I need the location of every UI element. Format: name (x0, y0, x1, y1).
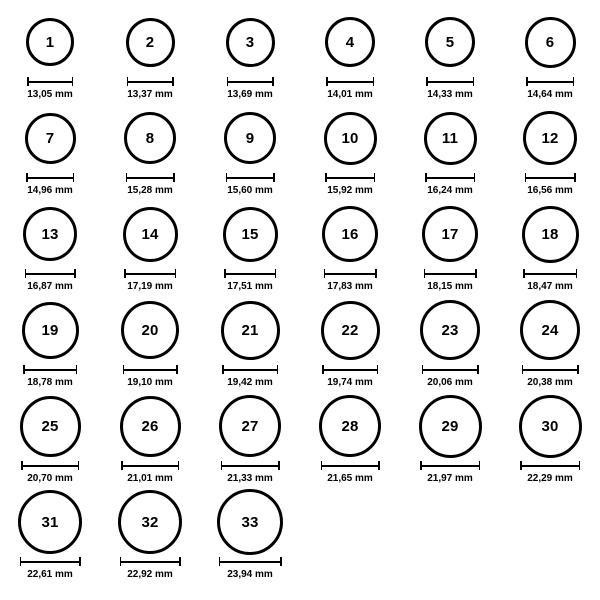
ring-size-label: 1 (45, 33, 55, 51)
ring-size-cell (200, 104, 300, 200)
measure-tick-right (574, 173, 576, 182)
ring-size-label: 10 (341, 129, 359, 147)
diameter-value-label: 18,78 mm (27, 377, 73, 388)
ring-circle-icon (124, 112, 176, 164)
measure-line (224, 273, 276, 275)
measure-tick-right (175, 269, 177, 278)
ring-size-label: 15 (241, 225, 259, 243)
measure-line (322, 369, 378, 371)
ring-circle-wrap (226, 8, 275, 76)
measure-tick-right (73, 173, 75, 182)
measure-tick-left (322, 365, 324, 374)
measure-line (522, 369, 579, 371)
ring-size-cell (200, 488, 300, 584)
measure-tick-left (224, 269, 226, 278)
measure-line (420, 465, 480, 467)
ring-circle-wrap (25, 104, 76, 172)
diameter-value-label: 21,33 mm (227, 473, 273, 484)
diameter-value-label: 16,24 mm (427, 185, 473, 196)
measure-tick-left (25, 269, 27, 278)
measure-tick-left (325, 173, 327, 182)
ring-circle-icon (224, 112, 276, 164)
measure-line (123, 369, 178, 371)
ring-size-cell (300, 200, 400, 296)
measure-tick-left (422, 365, 424, 374)
measure-tick-right (277, 365, 279, 374)
measure-tick-left (219, 557, 221, 566)
measure-line (126, 177, 175, 179)
measure-tick-right (477, 365, 479, 374)
measure-line (27, 81, 73, 83)
diameter-measure-bar-icon (21, 461, 79, 470)
diameter-value-label: 19,74 mm (327, 377, 373, 388)
diameter-measure-bar-icon (420, 461, 480, 470)
diameter-measure-bar-icon (525, 173, 576, 182)
diameter-value-label: 14,64 mm (527, 89, 573, 100)
measure-tick-right (373, 77, 375, 86)
ring-size-label: 22 (341, 321, 359, 339)
measure-tick-left (420, 461, 422, 470)
ring-circle-wrap (325, 8, 375, 76)
ring-circle-icon (219, 395, 281, 457)
ring-circle-icon (217, 489, 283, 555)
measure-tick-right (172, 77, 174, 86)
ring-size-label: 14 (141, 225, 159, 243)
ring-size-cell (0, 200, 100, 296)
measure-tick-left (324, 269, 326, 278)
ring-size-label: 31 (41, 513, 59, 531)
ring-size-label: 29 (441, 417, 459, 435)
ring-size-label: 27 (241, 417, 259, 435)
ring-size-cell (200, 296, 300, 392)
measure-tick-right (280, 557, 282, 566)
measure-tick-right (573, 77, 575, 86)
ring-circle-icon (420, 300, 480, 360)
ring-circle-icon (525, 17, 576, 68)
ring-circle-icon (226, 18, 275, 67)
diameter-measure-bar-icon (126, 173, 175, 182)
measure-tick-right (76, 365, 78, 374)
measure-tick-right (475, 269, 477, 278)
diameter-value-label: 22,29 mm (527, 473, 573, 484)
ring-size-label: 32 (141, 513, 159, 531)
ring-size-label: 7 (45, 129, 55, 147)
measure-tick-left (222, 365, 224, 374)
ring-circle-icon (123, 207, 178, 262)
ring-size-label: 20 (141, 321, 159, 339)
measure-tick-left (121, 461, 123, 470)
ring-size-label: 23 (441, 321, 459, 339)
ring-size-cell (100, 8, 200, 104)
measure-tick-left (21, 461, 23, 470)
ring-size-cell (0, 488, 100, 584)
diameter-value-label: 19,10 mm (127, 377, 173, 388)
diameter-measure-bar-icon (121, 461, 179, 470)
diameter-measure-bar-icon (120, 557, 181, 566)
ring-circle-wrap (26, 8, 74, 76)
measure-tick-right (78, 461, 80, 470)
ring-circle-icon (419, 395, 482, 458)
ring-circle-icon (22, 302, 79, 359)
measure-line (25, 273, 76, 275)
ring-size-label: 33 (241, 513, 259, 531)
ring-size-cell (500, 8, 600, 104)
measure-tick-left (227, 77, 229, 86)
ring-circle-wrap (520, 296, 580, 364)
ring-size-cell (300, 296, 400, 392)
diameter-measure-bar-icon (522, 365, 579, 374)
ring-circle-wrap (422, 200, 478, 268)
diameter-measure-bar-icon (227, 77, 274, 86)
ring-circle-icon (522, 206, 579, 263)
ring-circle-icon (126, 18, 175, 67)
ring-size-cell (500, 392, 600, 488)
diameter-value-label: 20,06 mm (427, 377, 473, 388)
ring-size-label: 13 (41, 225, 59, 243)
measure-tick-left (27, 77, 29, 86)
diameter-measure-bar-icon (127, 77, 174, 86)
ring-size-cell (0, 392, 100, 488)
ring-size-label: 24 (541, 321, 559, 339)
ring-circle-icon (324, 112, 377, 165)
ring-circle-icon (520, 300, 580, 360)
measure-line (324, 273, 377, 275)
measure-line (326, 81, 374, 83)
ring-size-label: 9 (245, 129, 255, 147)
diameter-measure-bar-icon (322, 365, 378, 374)
ring-size-cell (100, 296, 200, 392)
ring-circle-wrap (217, 488, 283, 556)
diameter-measure-bar-icon (326, 77, 374, 86)
measure-line (321, 465, 380, 467)
ring-size-cell (400, 200, 500, 296)
diameter-measure-bar-icon (526, 77, 574, 86)
diameter-value-label: 13,37 mm (127, 89, 173, 100)
ring-circle-wrap (118, 488, 182, 556)
measure-line (222, 369, 278, 371)
measure-tick-left (526, 77, 528, 86)
ring-size-label: 18 (541, 225, 559, 243)
diameter-value-label: 22,92 mm (127, 569, 173, 580)
diameter-measure-bar-icon (25, 269, 76, 278)
measure-tick-right (579, 461, 581, 470)
measure-line (426, 81, 474, 83)
ring-size-label: 28 (341, 417, 359, 435)
ring-circle-wrap (221, 296, 280, 364)
diameter-value-label: 20,70 mm (27, 473, 73, 484)
diameter-value-label: 13,05 mm (27, 89, 73, 100)
diameter-value-label: 21,01 mm (127, 473, 173, 484)
diameter-value-label: 17,51 mm (227, 281, 273, 292)
measure-tick-left (321, 461, 323, 470)
ring-circle-wrap (124, 104, 176, 172)
ring-circle-wrap (522, 200, 579, 268)
measure-tick-right (179, 557, 181, 566)
ring-size-label: 12 (541, 129, 559, 147)
measure-tick-left (23, 365, 25, 374)
ring-circle-icon (223, 207, 278, 262)
measure-tick-right (576, 269, 578, 278)
diameter-measure-bar-icon (226, 173, 275, 182)
ring-circle-wrap (319, 392, 381, 460)
diameter-measure-bar-icon (324, 269, 377, 278)
diameter-measure-bar-icon (426, 77, 474, 86)
ring-size-cell (500, 104, 600, 200)
ring-size-label: 21 (241, 321, 259, 339)
ring-size-label: 5 (445, 33, 455, 51)
measure-tick-left (425, 173, 427, 182)
ring-circle-wrap (219, 392, 281, 460)
ring-size-cell (200, 392, 300, 488)
ring-size-cell (200, 8, 300, 104)
ring-size-cell (300, 392, 400, 488)
measure-line (526, 81, 574, 83)
diameter-value-label: 22,61 mm (27, 569, 73, 580)
ring-circle-wrap (419, 392, 482, 460)
measure-line (21, 465, 79, 467)
ring-size-label: 25 (41, 417, 59, 435)
measure-tick-right (72, 77, 74, 86)
ring-size-cell (100, 392, 200, 488)
measure-tick-left (221, 461, 223, 470)
ring-circle-icon (422, 206, 478, 262)
measure-line (121, 465, 179, 467)
ring-circle-icon (319, 395, 381, 457)
ring-circle-icon (121, 301, 179, 359)
ring-circle-wrap (519, 392, 582, 460)
diameter-value-label: 17,83 mm (327, 281, 373, 292)
measure-tick-right (74, 269, 76, 278)
diameter-value-label: 15,60 mm (227, 185, 273, 196)
ring-size-cell (200, 200, 300, 296)
ring-size-cell (100, 104, 200, 200)
measure-line (424, 273, 477, 275)
measure-line (520, 465, 580, 467)
ring-circle-icon (20, 396, 81, 457)
ring-circle-icon (120, 396, 181, 457)
diameter-value-label: 17,19 mm (127, 281, 173, 292)
ring-circle-wrap (523, 104, 577, 172)
measure-line (227, 81, 274, 83)
measure-tick-right (272, 77, 274, 86)
diameter-value-label: 18,15 mm (427, 281, 473, 292)
measure-line (124, 273, 176, 275)
diameter-value-label: 21,97 mm (427, 473, 473, 484)
diameter-value-label: 19,42 mm (227, 377, 273, 388)
measure-line (127, 81, 174, 83)
diameter-value-label: 16,87 mm (27, 281, 73, 292)
measure-tick-left (20, 557, 22, 566)
diameter-measure-bar-icon (26, 173, 74, 182)
ring-size-cell (100, 200, 200, 296)
diameter-value-label: 13,69 mm (227, 89, 273, 100)
ring-circle-wrap (22, 296, 79, 364)
ring-circle-wrap (525, 8, 576, 76)
diameter-measure-bar-icon (422, 365, 479, 374)
measure-tick-right (374, 173, 376, 182)
ring-circle-wrap (123, 200, 178, 268)
measure-tick-right (377, 365, 379, 374)
measure-line (425, 177, 475, 179)
diameter-value-label: 16,56 mm (527, 185, 573, 196)
measure-tick-left (426, 77, 428, 86)
diameter-value-label: 18,47 mm (527, 281, 573, 292)
diameter-measure-bar-icon (124, 269, 176, 278)
measure-line (325, 177, 375, 179)
measure-tick-left (525, 173, 527, 182)
diameter-measure-bar-icon (219, 557, 282, 566)
diameter-value-label: 14,33 mm (427, 89, 473, 100)
ring-size-label: 19 (41, 321, 59, 339)
diameter-measure-bar-icon (424, 269, 477, 278)
measure-tick-left (126, 173, 128, 182)
measure-line (26, 177, 74, 179)
measure-tick-right (278, 461, 280, 470)
measure-tick-right (173, 173, 175, 182)
measure-tick-right (473, 77, 475, 86)
diameter-value-label: 21,65 mm (327, 473, 373, 484)
ring-circle-wrap (425, 8, 475, 76)
ring-size-label: 11 (441, 129, 459, 147)
measure-line (226, 177, 275, 179)
ring-size-cell (0, 296, 100, 392)
diameter-measure-bar-icon (222, 365, 278, 374)
measure-tick-left (520, 461, 522, 470)
measure-tick-right (577, 365, 579, 374)
ring-size-cell (300, 8, 400, 104)
diameter-measure-bar-icon (523, 269, 577, 278)
diameter-measure-bar-icon (23, 365, 77, 374)
ring-circle-icon (321, 301, 380, 360)
ring-circle-wrap (20, 392, 81, 460)
measure-tick-left (124, 269, 126, 278)
ring-circle-icon (18, 490, 82, 554)
diameter-value-label: 20,38 mm (527, 377, 573, 388)
diameter-value-label: 15,92 mm (327, 185, 373, 196)
ring-size-cell (500, 296, 600, 392)
ring-circle-icon (221, 301, 280, 360)
ring-circle-icon (425, 17, 475, 67)
diameter-measure-bar-icon (27, 77, 73, 86)
measure-tick-left (226, 173, 228, 182)
ring-size-label: 6 (545, 33, 555, 51)
diameter-measure-bar-icon (123, 365, 178, 374)
measure-tick-right (275, 269, 277, 278)
measure-tick-left (26, 173, 28, 182)
ring-size-label: 2 (145, 33, 155, 51)
diameter-value-label: 14,96 mm (27, 185, 73, 196)
ring-circle-wrap (324, 104, 377, 172)
measure-tick-right (479, 461, 481, 470)
diameter-value-label: 15,28 mm (127, 185, 173, 196)
ring-size-cell (400, 104, 500, 200)
ring-size-cell (0, 8, 100, 104)
ring-size-label: 8 (145, 129, 155, 147)
ring-circle-icon (523, 111, 577, 165)
ring-circle-wrap (424, 104, 477, 172)
measure-tick-right (178, 461, 180, 470)
measure-tick-left (523, 269, 525, 278)
ring-size-cell (400, 8, 500, 104)
ring-circle-wrap (18, 488, 82, 556)
diameter-measure-bar-icon (20, 557, 81, 566)
measure-tick-left (127, 77, 129, 86)
ring-circle-wrap (322, 200, 378, 268)
diameter-measure-bar-icon (224, 269, 276, 278)
measure-tick-right (79, 557, 81, 566)
ring-circle-icon (325, 17, 375, 67)
measure-tick-right (375, 269, 377, 278)
ring-size-label: 30 (541, 417, 559, 435)
measure-line (120, 561, 181, 563)
ring-circle-icon (23, 207, 77, 261)
ring-size-cell (400, 296, 500, 392)
diameter-value-label: 14,01 mm (327, 89, 373, 100)
measure-tick-left (123, 365, 125, 374)
measure-line (221, 465, 280, 467)
diameter-measure-bar-icon (221, 461, 280, 470)
ring-circle-icon (26, 18, 74, 66)
ring-size-cell (0, 104, 100, 200)
ring-circle-wrap (126, 8, 175, 76)
measure-line (23, 369, 77, 371)
ring-size-label: 4 (345, 33, 355, 51)
measure-tick-left (120, 557, 122, 566)
ring-size-label: 17 (441, 225, 459, 243)
ring-circle-wrap (223, 200, 278, 268)
ring-size-label: 16 (341, 225, 359, 243)
measure-tick-left (424, 269, 426, 278)
measure-tick-left (522, 365, 524, 374)
measure-tick-right (273, 173, 275, 182)
ring-size-cell (500, 200, 600, 296)
ring-circle-wrap (121, 296, 179, 364)
diameter-measure-bar-icon (520, 461, 580, 470)
ring-circle-icon (118, 490, 182, 554)
measure-tick-right (378, 461, 380, 470)
ring-circle-wrap (420, 296, 480, 364)
measure-tick-right (474, 173, 476, 182)
measure-line (525, 177, 576, 179)
diameter-measure-bar-icon (325, 173, 375, 182)
ring-circle-wrap (120, 392, 181, 460)
ring-circle-icon (25, 113, 76, 164)
measure-line (20, 561, 81, 563)
ring-circle-icon (322, 206, 378, 262)
ring-circle-wrap (23, 200, 77, 268)
ring-size-label: 3 (245, 33, 255, 51)
diameter-measure-bar-icon (425, 173, 475, 182)
measure-tick-right (176, 365, 178, 374)
ring-size-label: 26 (141, 417, 159, 435)
diameter-measure-bar-icon (321, 461, 380, 470)
measure-line (523, 273, 577, 275)
ring-size-cell (400, 392, 500, 488)
measure-tick-left (326, 77, 328, 86)
diameter-value-label: 23,94 mm (227, 569, 273, 580)
measure-line (219, 561, 282, 563)
ring-circle-wrap (321, 296, 380, 364)
ring-size-cell (100, 488, 200, 584)
ring-circle-icon (519, 395, 582, 458)
ring-circle-wrap (224, 104, 276, 172)
ring-circle-icon (424, 112, 477, 165)
ring-size-cell (300, 104, 400, 200)
measure-line (422, 369, 479, 371)
